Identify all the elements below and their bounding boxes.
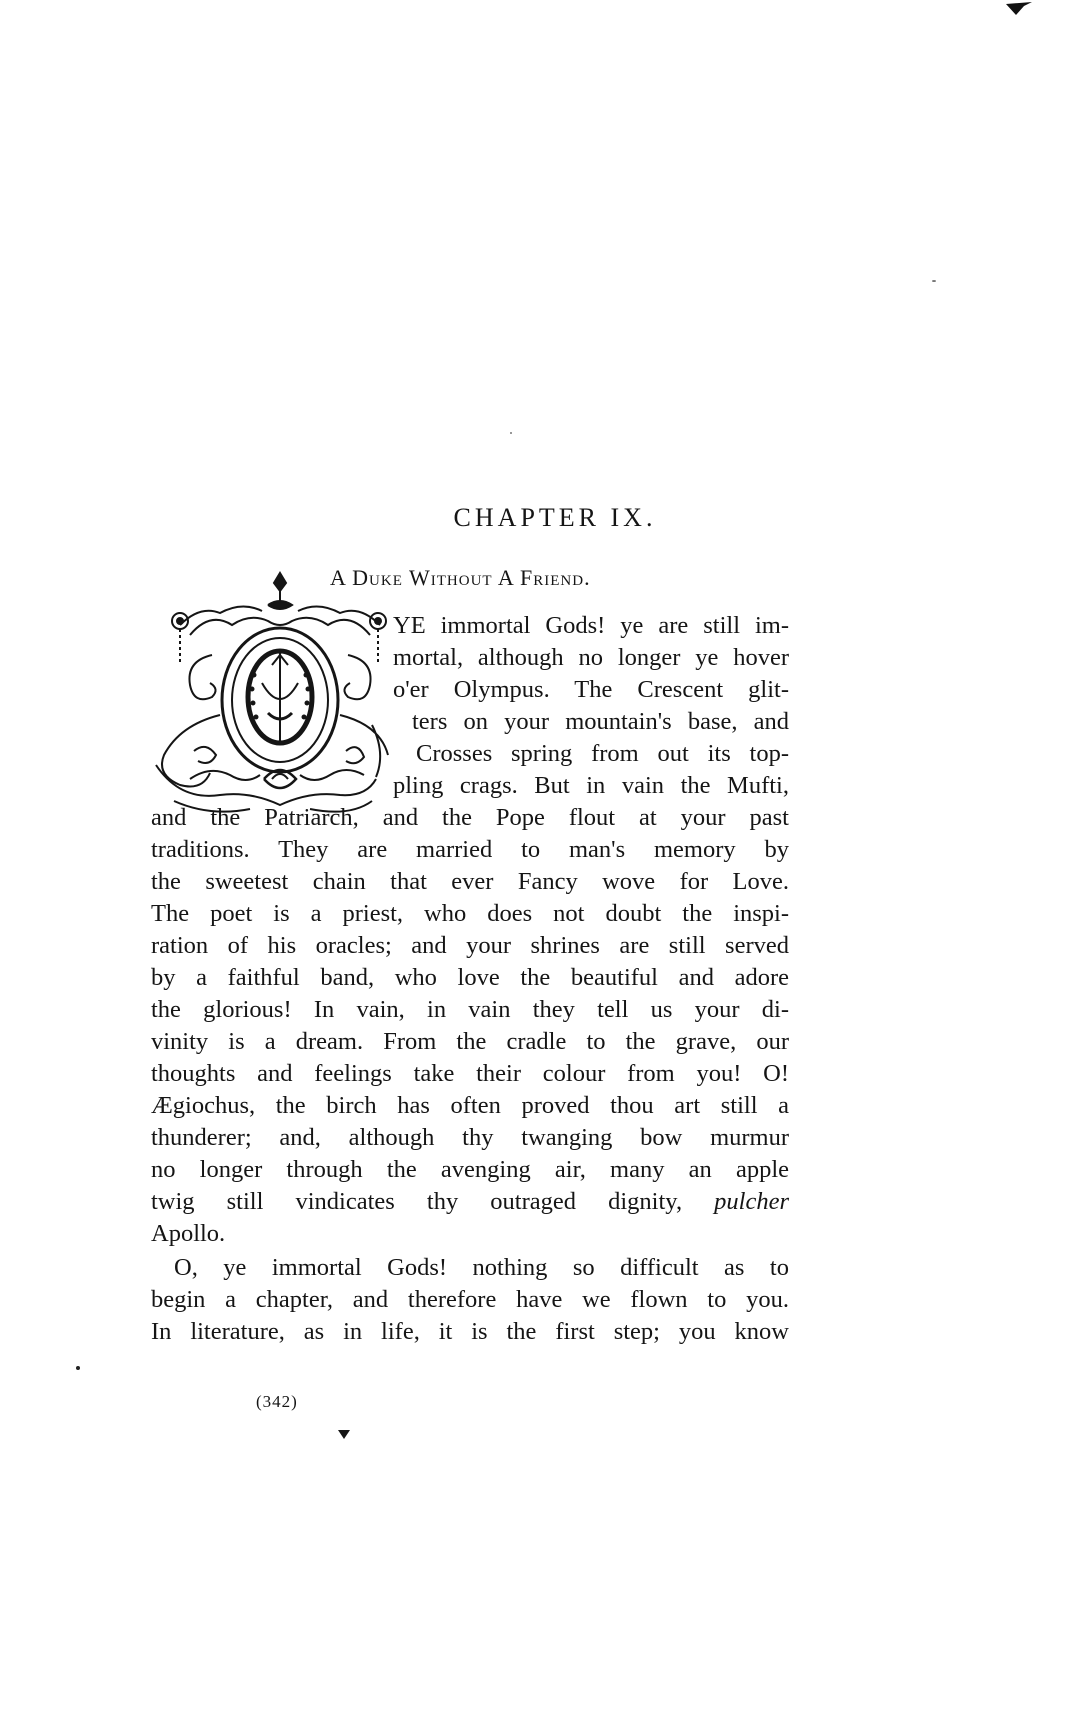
text-line: Crosses spring from out its top- (416, 740, 789, 767)
text-line: by a faithful band, who love the beautiful and adore (151, 964, 789, 991)
text-line: and the Patriarch, and the Pope flout at your past (151, 804, 789, 831)
text-line: ration of his oracles; and your shrines are still served (151, 932, 789, 959)
text-line: thoughts and feelings take their colour from you! O! (151, 1060, 789, 1087)
chapter-title: CHAPTER IX. (453, 503, 657, 532)
text-line: In literature, as in life, it is the first step; you know (151, 1318, 789, 1345)
chapter-subtitle: A Duke Without A Friend. (330, 565, 591, 590)
text-line: O, ye immortal Gods! nothing so difficult as to (174, 1254, 789, 1281)
text-line: pling crags. But in vain the Mufti, (393, 772, 789, 799)
text-line: no longer through the avenging air, many an apple (151, 1156, 789, 1183)
printer-ornament-icon (336, 1428, 352, 1440)
text-line: thunderer; and, although thy twanging bow murmur (151, 1124, 789, 1151)
text-line: Apollo. (151, 1220, 226, 1247)
text-line: traditions. They are married to man's memory by (151, 836, 789, 863)
text-line: begin a chapter, and therefore have we flown to you. (151, 1286, 789, 1313)
text-line: o'er Olympus. The Crescent glit- (393, 676, 789, 703)
text-line: The poet is a priest, who does not doubt the inspi- (151, 900, 789, 927)
text-line-with-italic (151, 1186, 789, 1218)
text-line-segment: twig still vindicates thy outraged dignity, (151, 1188, 683, 1215)
text-line: the glorious! In vain, in vain they tell us your di- (151, 996, 789, 1023)
text-line: ters on your mountain's base, and (412, 708, 789, 735)
ink-speck (76, 1366, 80, 1370)
italic-word: pulcher (714, 1188, 790, 1215)
corner-mark-icon (1006, 2, 1032, 16)
text-line: the sweetest chain that ever Fancy wove for Love. (151, 868, 789, 895)
text-line: YE immortal Gods! ye are still im- (393, 612, 789, 639)
text-line: Ægiochus, the birch has often proved thou art still a (151, 1092, 789, 1119)
text-line: mortal, although no longer ye hover (393, 644, 789, 671)
text-line: vinity is a dream. From the cradle to the grave, our (151, 1028, 789, 1055)
ornamental-drop-cap-o (150, 565, 390, 820)
ink-speck (510, 432, 512, 434)
ink-speck (932, 280, 936, 282)
page-number: (342) (256, 1392, 298, 1411)
